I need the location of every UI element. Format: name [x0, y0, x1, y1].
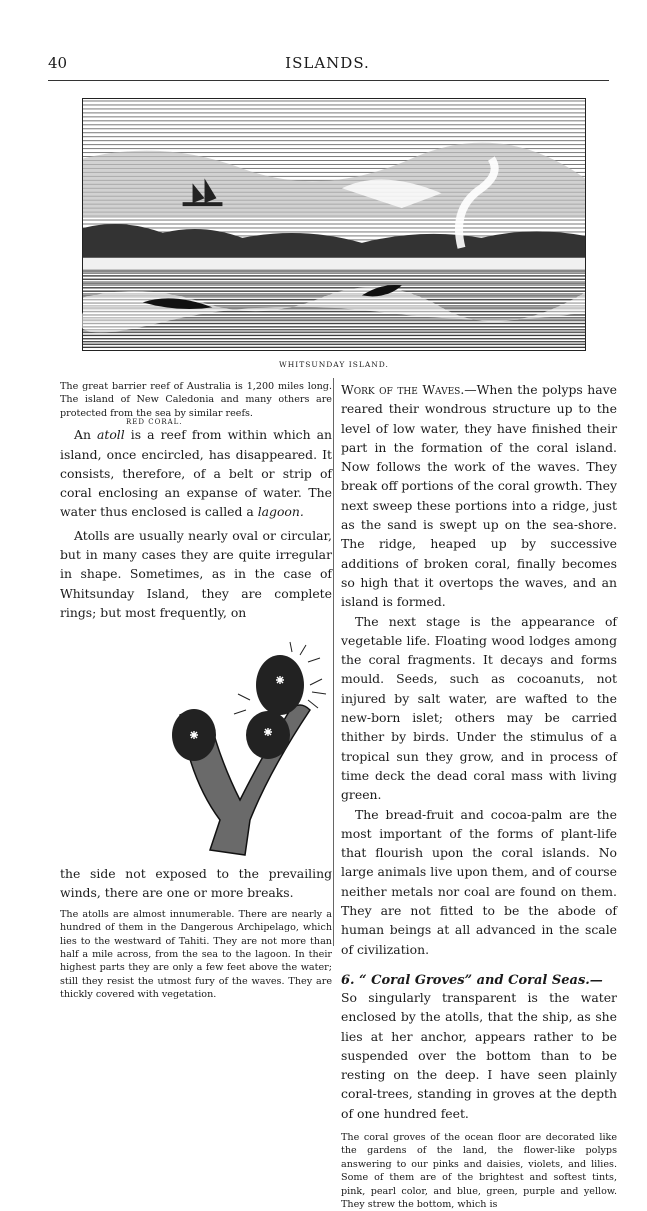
- section-heading: 6. “ Coral Groves” and Coral Seas.—: [341, 972, 603, 988]
- term-atoll: atoll: [96, 427, 125, 443]
- paragraph-coral-groves: The coral groves of the ocean floor are decorated like the gardens of the land, the flower-like polyps answering to our pinks and daisies, violets, and lilies. Some of them are of the brightest and softest tints, pink, pearl color, and blue, green, purple and yellow. They strew the bottom, which is: [341, 1131, 617, 1211]
- whitsunday-island-engraving: [82, 98, 586, 351]
- text-run: is a reef from within which an island, once encircled, has disappeared. It consists, therefore, of a belt or strip of coral enclosing an expanse of water. The water thus enclosed is called a: [60, 427, 332, 520]
- paragraph-atoll-shape: Atolls are usually nearly oval or circular, but in many cases they are quite irregular in shape. Sometimes, as in the case of Whitsunday Island, they are complete rings; but most frequently, on: [60, 527, 332, 620]
- text-run: —When the polyps have reared their wondrous structure up to the level of low water, they have finished their part in the formation of the coral island. Now follows the work of the waves. They break off portions of the coral growth. They next sweep these portions into a ridge, just as the sand is swept up on the sea-shore. The ridge, heaped up by successive additions of broken coral, finally becomes so high that it overtops the waves, and an island is formed.: [341, 382, 617, 610]
- page-number: 40: [48, 54, 68, 72]
- right-column: [341, 380, 617, 1211]
- running-head: ISLANDS.: [285, 54, 370, 72]
- hero-caption: WHITSUNDAY ISLAND.: [279, 360, 389, 369]
- coral-caption: RED CORAL.: [126, 418, 183, 426]
- paragraph-barrier-reef: The great barrier reef of Australia is 1,200 miles long. The island of New Caledonia and many others are protected from the sea by similar reefs.: [60, 381, 332, 419]
- paragraph-breaks: the side not exposed to the prevailing winds, there are one or more breaks.: [60, 866, 332, 901]
- paragraph-innumerable-atolls: The atolls are almost innumerable. There are nearly a hundred of them in the Dangerous Archipelago, which lies to the westward of Tahiti. They are not more than half a mile across, from the sea to the lagoon. In their highest parts they are only a few feet above the water; still they resist the utmost fury of the waves. They are thickly covered with vegetation.: [60, 908, 332, 1001]
- paragraph-bread-fruit: The bread-fruit and cocoa-palm are the most important of the forms of plant-life that flourish upon the coral islands. No large animals live upon them, and of course neither metals nor coal are found on them. They are not fitted to be the abode of human beings at all advanced in the scale of civilization.: [341, 806, 617, 957]
- paragraph-vegetable-life: The next stage is the appearance of vegetable life. Floating wood lodges among the coral fragments. It decays and forms mould. Seeds, such as cocoanuts, not injured by salt water, are wafted to the new-born islet; others may be carried thither by birds. Under the stimulus of a tropical sun they grow, and in process of time deck the dead coral mass with living green.: [341, 613, 617, 803]
- paragraph-atoll-definition: [60, 425, 332, 521]
- paragraph-work-of-waves: [341, 380, 617, 612]
- run-in-heading: Work of the Waves.: [341, 382, 465, 397]
- term-lagoon: lagoon.: [257, 504, 304, 520]
- text-run: An: [74, 427, 97, 443]
- header-rule: [48, 80, 609, 81]
- paragraph-transparent-water: So singularly transparent is the water enclosed by the atolls, that the ship, as she lies at her anchor, appears rather to be suspended over the bottom than to be resting on the deep. I have seen plainly coral-trees, standing in groves at the depth of one hundred feet.: [341, 989, 617, 1121]
- red-coral-engraving: [60, 640, 332, 864]
- left-column: [60, 380, 332, 1002]
- page-header: [48, 54, 607, 76]
